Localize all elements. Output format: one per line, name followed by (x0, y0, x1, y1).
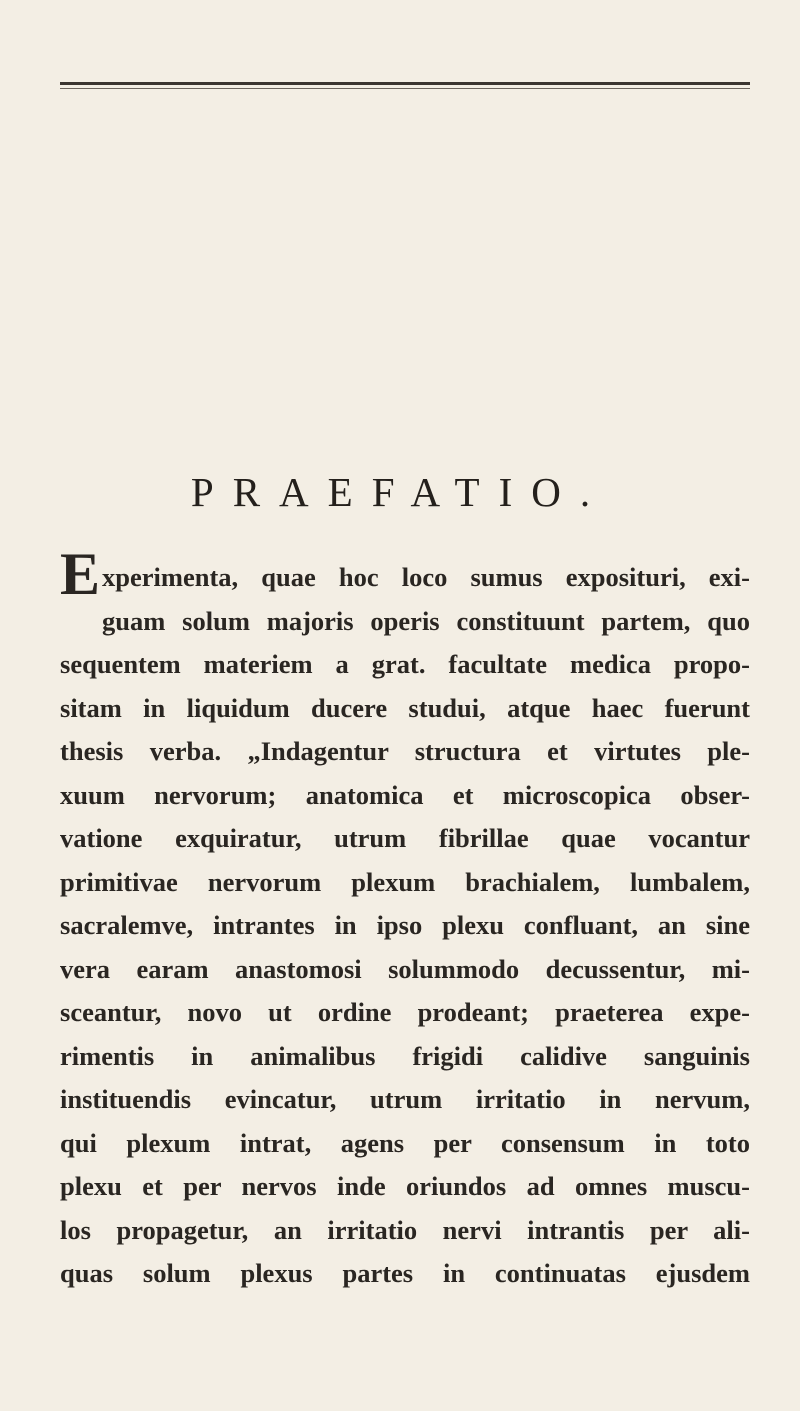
drop-cap: E (60, 541, 101, 607)
text-line: rimentis in animalibus frigidi calidive sanguinis (60, 1040, 750, 1071)
top-rule-thin (60, 88, 750, 89)
text-line: sceantur, novo ut ordine prodeant; praeterea expe- (60, 997, 750, 1027)
text-line: guam solum majoris operis constituunt partem, quo (102, 605, 750, 636)
page-title: PRAEFATIO. (190, 469, 610, 515)
text-line: qui plexum intrat, agens per consensum in toto (60, 1127, 750, 1158)
text-line: sacralemve, intrantes in ipso plexu confluant, an sine (60, 910, 750, 940)
text-line: plexu et per nervos inde oriundos ad omnes muscu- (60, 1171, 750, 1201)
text-line: los propagetur, an irritatio nervi intrantis per ali- (60, 1214, 750, 1245)
text-line: xuum nervorum; anatomica et microscopica obser- (60, 779, 750, 810)
text-line: vatione exquiratur, utrum fibrillae quae vocantur (60, 823, 750, 853)
body-text (60, 541, 750, 1296)
text-line: primitivae nervorum plexum brachialem, lumbalem, (60, 866, 750, 897)
text-line: quas solum plexus partes in continuatas ejusdem (60, 1258, 750, 1288)
text-line: sequentem materiem a grat. facultate medica propo- (60, 649, 750, 679)
text-line: xperimenta, quae hoc loco sumus exposituri, exi- (102, 562, 750, 592)
text-line: instituendis evincatur, utrum irritatio in nervum, (60, 1084, 750, 1114)
top-rule (60, 82, 750, 85)
text-line: thesis verba. „Indagentur structura et virtutes ple- (60, 736, 750, 766)
text-line: vera earam anastomosi solummodo decussentur, mi- (60, 953, 750, 984)
text-line: sitam in liquidum ducere studui, atque haec fuerunt (60, 692, 750, 723)
